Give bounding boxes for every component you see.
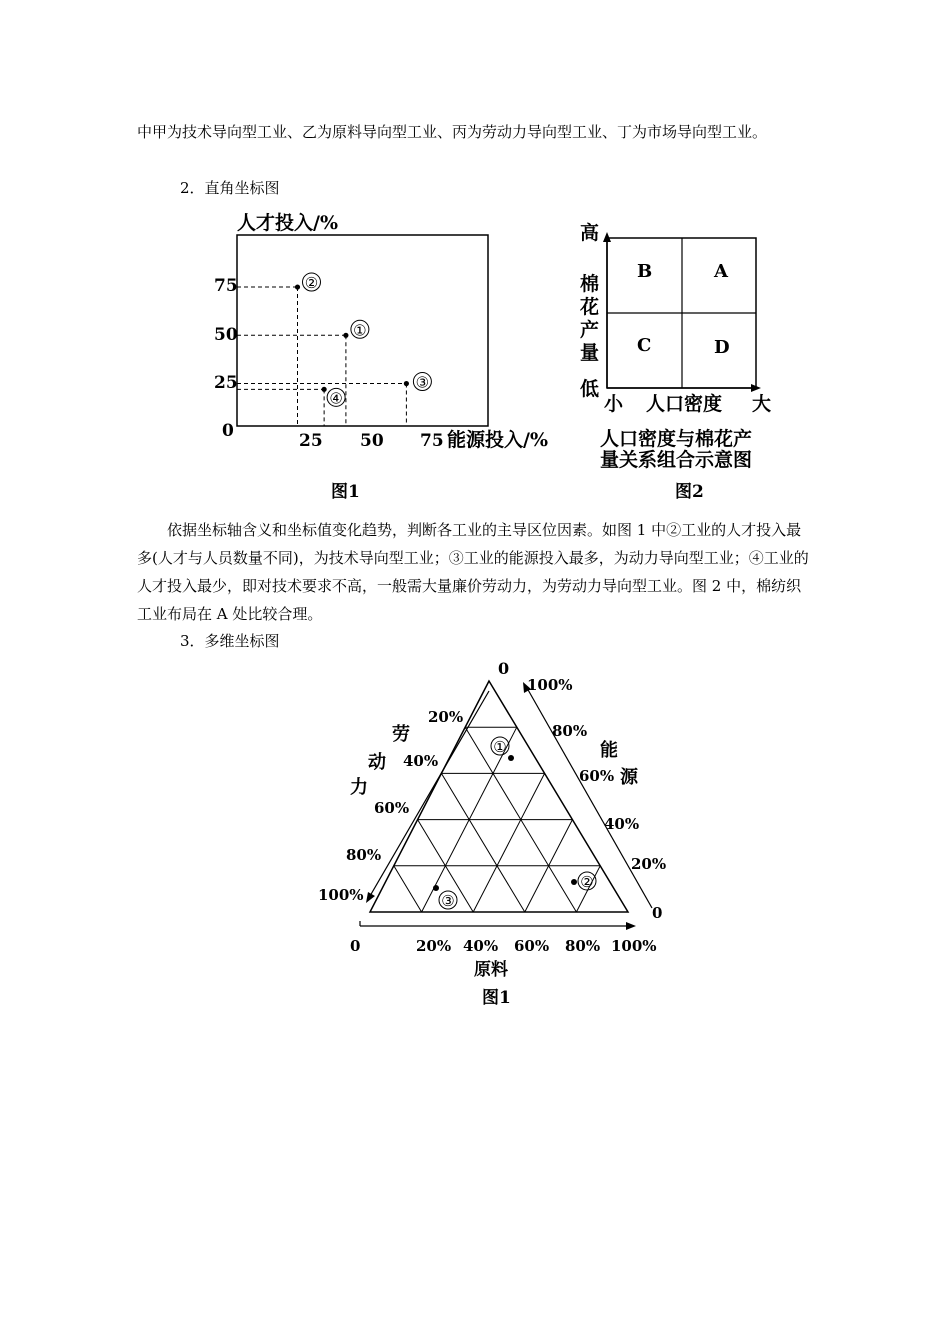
figure3-bottom-tick-20: 20%: [416, 937, 452, 955]
figure3-bottom-tick-0: 0: [350, 937, 361, 955]
figure3-right-tick-100: 100%: [527, 676, 573, 694]
figure3-left-axis-char-1: 劳: [392, 724, 410, 745]
figure3-point-1-label: ①: [493, 738, 507, 756]
figure2-y-label-3: 产: [580, 319, 600, 341]
figure3-caption: 图1: [482, 988, 511, 1008]
figure2-x-large: 大: [752, 393, 772, 415]
figure3-point-3-dot: [433, 885, 439, 891]
figure2-y-low: 低: [580, 378, 600, 400]
explanation-paragraph: 依据坐标轴含义和坐标值变化趋势，判断各工业的主导区位因素。如图 1 中②工业的人才投入最多(人才与人员数量不同)，为技术导向型工业；③工业的能源投入最多，为动力导向型工业；④工业的人才投入最少，即对技术要求不高，一般需大量廉价劳动力，为劳动力导向型工业。图 2 中，棉纺织工业布局在 A 处比较合理。: [137, 521, 809, 623]
figure1-x-axis-label: 能源投入/%: [447, 429, 548, 451]
figure3-right-tick-80: 80%: [552, 722, 588, 740]
figure3-grid-line-l-1: [394, 866, 422, 912]
figure3-right-axis-char-2: 源: [620, 767, 638, 788]
figure3-left-arrowhead: [366, 892, 375, 903]
figure1-point-label-4: ④: [329, 389, 343, 408]
figure3-bottom-arrowhead: [626, 922, 636, 930]
figure3-left-tick-20: 20%: [428, 708, 464, 726]
figure1-y-tick-25: 25: [214, 373, 238, 393]
figure1-x-tick-75: 75: [420, 431, 444, 451]
figure1-y-axis-label: 人才投入/%: [237, 212, 338, 234]
figure3-point-2-label: ②: [580, 873, 594, 891]
figure2-quadrant-a: A: [714, 261, 728, 282]
figure2-x-label: 人口密度: [646, 393, 723, 415]
figure1-y-tick-50: 50: [214, 325, 238, 345]
figure3-right-axis-char-1: 能: [600, 740, 618, 761]
figure1-x-tick-50: 50: [360, 431, 384, 451]
figure3-point-1-dot: [508, 755, 514, 761]
figure1-y-tick-75: 75: [214, 276, 238, 296]
figure3-right-tick-0: 0: [652, 904, 663, 922]
figure3-point-3-label: ③: [441, 892, 455, 910]
figure3-left-tick-40: 40%: [403, 752, 439, 770]
figure3-right-tick-60: 60%: [579, 767, 615, 785]
figure1-x-tick-25: 25: [299, 431, 323, 451]
figure3-left-axis-char-3: 力: [350, 777, 368, 798]
figure1-caption: 图1: [331, 482, 360, 502]
figure2-caption: 图2: [675, 482, 704, 502]
figure1-point-label-2: ②: [304, 274, 319, 293]
figure3-left-tick-100: 100%: [318, 886, 364, 904]
figure2-quadrant-b: B: [637, 261, 653, 282]
figure3-top-label: 0: [498, 659, 510, 678]
figure2-x-small: 小: [604, 393, 624, 415]
section3-heading: 3．多维坐标图: [180, 632, 280, 650]
figure1-origin-label: 0: [222, 421, 234, 441]
figure3-bottom-axis-label: 原料: [474, 960, 508, 980]
figure3-point-2-dot: [571, 879, 577, 885]
figure3-left-tick-60: 60%: [374, 799, 410, 817]
figure3-grid-line-r-3: [473, 773, 544, 912]
figure2-y-label-2: 花: [580, 296, 600, 318]
figure2-y-high: 高: [580, 222, 600, 244]
figure3-bottom-tick-100: 100%: [611, 937, 657, 955]
figure3-left-tick-80: 80%: [346, 846, 382, 864]
figure3-bottom-tick-40: 40%: [463, 937, 499, 955]
figure2-title-line1: 人口密度与棉花产: [600, 428, 753, 450]
figure3-right-tick-20: 20%: [631, 855, 667, 873]
figure3-bottom-tick-60: 60%: [514, 937, 550, 955]
figure1-point-label-1: ①: [353, 321, 367, 340]
figure3-left-axis-char-2: 动: [368, 752, 386, 773]
figure2-y-label-4: 量: [580, 342, 600, 364]
figure2-title-line2: 量关系组合示意图: [600, 449, 753, 471]
figure2-quadrant-d: D: [714, 337, 730, 358]
figure3-bottom-tick-80: 80%: [565, 937, 601, 955]
figure1-point-label-3: ③: [415, 373, 430, 392]
figure2-quadrant-c: C: [637, 335, 652, 356]
figure2-y-label-1: 棉: [580, 273, 600, 295]
figure3-right-tick-40: 40%: [604, 815, 640, 833]
intro-paragraph: 中甲为技术导向型工业、乙为原料导向型工业、丙为劳动力导向型工业、丁为市场导向型工业。: [137, 123, 768, 141]
section2-heading: 2．直角坐标图: [180, 179, 280, 197]
